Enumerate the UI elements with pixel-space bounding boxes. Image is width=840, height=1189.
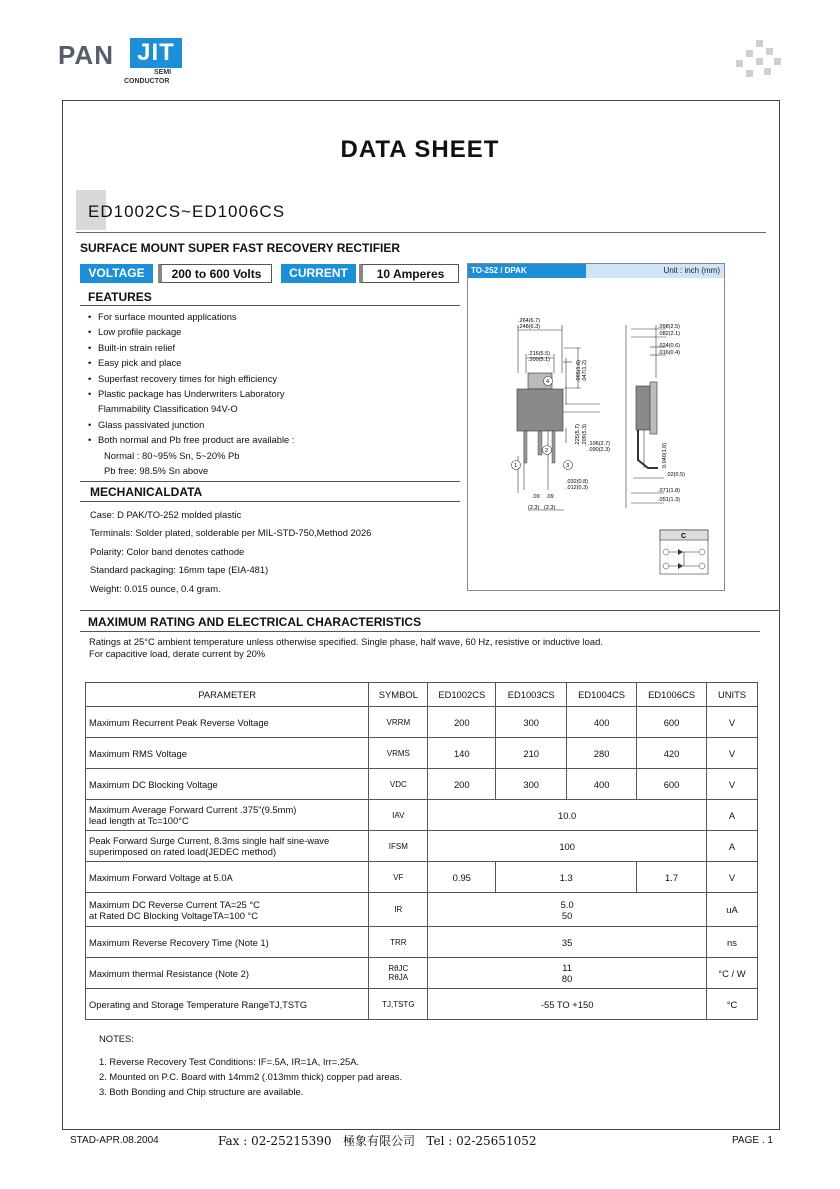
table-row bbox=[86, 958, 758, 989]
table-cell: 35 bbox=[428, 927, 707, 958]
table-cell: V bbox=[707, 707, 758, 738]
dim-label: .02(0.5) bbox=[666, 472, 685, 478]
table-header: UNITS bbox=[707, 683, 758, 707]
ratings-note-line2: For capacitive load, derate current by 20% bbox=[89, 648, 266, 659]
characteristics-table bbox=[85, 682, 758, 1020]
table-cell: 200 bbox=[428, 769, 496, 800]
table-cell: V bbox=[707, 738, 758, 769]
table-cell: 210 bbox=[496, 738, 567, 769]
table-cell: 600 bbox=[637, 769, 707, 800]
feature-item: • Plastic package has Underwriters Laboratory bbox=[88, 386, 294, 401]
dim-label: .248(6.3) bbox=[518, 324, 541, 330]
ratings-divider-top bbox=[80, 610, 780, 611]
table-cell: Maximum RMS Voltage bbox=[86, 738, 369, 769]
dim-label: .09 bbox=[532, 494, 540, 500]
param-line: superimposed on rated load(JEDEC method) bbox=[89, 846, 277, 857]
features-title: FEATURES bbox=[88, 290, 152, 304]
table-row bbox=[86, 831, 758, 862]
feature-item: • Glass passivated junction bbox=[88, 417, 294, 432]
table-cell: 420 bbox=[637, 738, 707, 769]
table-cell: IR bbox=[369, 893, 428, 927]
note-item: 2. Mounted on P.C. Board with 14mm2 (.013mm thick) copper pad areas. bbox=[99, 1071, 403, 1082]
logo-jit: JIT bbox=[130, 38, 182, 68]
table-cell: 280 bbox=[567, 738, 637, 769]
param-line: at Rated DC Blocking VoltageTA=100 °C bbox=[89, 909, 259, 921]
table-cell: V bbox=[707, 769, 758, 800]
footer-page: PAGE . 1 bbox=[732, 1135, 773, 1146]
table-cell: Maximum thermal Resistance (Note 2) bbox=[86, 958, 369, 989]
symbol-line: RθJA bbox=[388, 973, 409, 982]
table-cell: 600 bbox=[637, 707, 707, 738]
mechanical-item: Standard packaging: 16mm tape (EIA-481) bbox=[90, 564, 269, 576]
table-cell bbox=[428, 958, 707, 989]
package-outline-drawing bbox=[468, 278, 724, 590]
table-cell: Maximum Recurrent Peak Reverse Voltage bbox=[86, 707, 369, 738]
feature-item: Normal : 80~95% Sn, 5~20% Pb bbox=[104, 449, 240, 461]
pin-4-label: 4 bbox=[546, 379, 550, 385]
logo-conductor: CONDUCTOR bbox=[124, 78, 170, 85]
dim-label: (2.3) bbox=[528, 505, 540, 511]
ratings-note bbox=[89, 636, 603, 660]
table-cell: 300 bbox=[496, 769, 567, 800]
table-cell: Maximum Reverse Recovery Time (Note 1) bbox=[86, 927, 369, 958]
table-header: SYMBOL bbox=[369, 683, 428, 707]
table-cell: VF bbox=[369, 862, 428, 893]
table-row bbox=[86, 893, 758, 927]
package-name: TO-252 / DPAK bbox=[468, 264, 586, 278]
dim-label: .225(5.7) bbox=[575, 423, 581, 446]
feature-item: • Low profile package bbox=[88, 324, 294, 339]
table-cell: IAV bbox=[369, 800, 428, 831]
ratings-note-line1: Ratings at 25°C ambient temperature unless otherwise specified. Single phase, half wave, 60 Hz, resistive or inductive load. bbox=[89, 636, 603, 647]
product-subtitle: SURFACE MOUNT SUPER FAST RECOVERY RECTIFIER bbox=[80, 241, 401, 255]
table-cell: Operating and Storage Temperature RangeTJ,TSTG bbox=[86, 989, 369, 1020]
table-cell: 200 bbox=[428, 707, 496, 738]
table-cell: 140 bbox=[428, 738, 496, 769]
page-title: DATA SHEET bbox=[340, 136, 500, 163]
package-drawing-box bbox=[467, 263, 725, 591]
table-cell: V bbox=[707, 862, 758, 893]
mechanical-list bbox=[90, 506, 371, 598]
features-list bbox=[88, 309, 294, 478]
note-item: 3. Both Bonding and Chip structure are available. bbox=[99, 1086, 304, 1097]
value-line: 50 bbox=[561, 909, 573, 921]
dim-label: .200(5.1) bbox=[528, 357, 551, 363]
dim-label: .106(2.7) bbox=[588, 441, 611, 447]
param-line: Peak Forward Surge Current, 8.3ms single half sine-wave bbox=[89, 835, 330, 846]
dim-label: .024(0.6) bbox=[658, 343, 681, 349]
feature-item: • Easy pick and place bbox=[88, 355, 294, 370]
part-number: ED1002CS~ED1006CS bbox=[88, 202, 286, 221]
pin-2-label: 2 bbox=[545, 448, 549, 454]
features-divider bbox=[80, 305, 460, 306]
mechanical-item: Case: D PAK/TO-252 molded plastic bbox=[90, 509, 242, 520]
current-label: CURRENT bbox=[281, 264, 356, 283]
param-line: Maximum DC Reverse Current TA=25 °C bbox=[89, 898, 260, 910]
table-header: ED1003CS bbox=[496, 683, 567, 707]
package-unit: Unit : inch (mm) bbox=[663, 266, 720, 275]
ratings-title: MAXIMUM RATING AND ELECTRICAL CHARACTERISTICS bbox=[88, 615, 422, 629]
table-row bbox=[86, 989, 758, 1020]
table-cell bbox=[86, 893, 369, 927]
pin-1-label: 1 bbox=[514, 463, 518, 469]
current-value: 10 Amperes bbox=[359, 264, 459, 283]
value-line: 11 bbox=[562, 962, 573, 973]
dim-label: .071(1.8) bbox=[658, 488, 681, 494]
table-cell: A bbox=[707, 831, 758, 862]
notes-list bbox=[99, 1054, 402, 1099]
param-line: lead length at Tc=100°C bbox=[89, 815, 189, 826]
table-cell: VRRM bbox=[369, 707, 428, 738]
table-cell: TJ,TSTG bbox=[369, 989, 428, 1020]
dim-label: .051(1.3) bbox=[658, 497, 681, 503]
logo-pan: PAN bbox=[58, 40, 114, 70]
package-header bbox=[468, 264, 724, 278]
table-row bbox=[86, 862, 758, 893]
table-cell: 0.95 bbox=[428, 862, 496, 893]
dim-label: .032(0.8) bbox=[566, 479, 589, 485]
dim-label: .047(1.2) bbox=[582, 359, 588, 382]
dim-label: .09 bbox=[546, 494, 554, 500]
logo-semi: SEMI bbox=[154, 69, 172, 76]
mechanical-title: MECHANICALDATA bbox=[90, 485, 203, 499]
dim-label: .082(2.1) bbox=[658, 331, 681, 337]
schematic-label: C bbox=[681, 533, 687, 540]
table-cell: uA bbox=[707, 893, 758, 927]
voltage-label: VOLTAGE bbox=[80, 264, 153, 283]
value-line: 5.0 bbox=[560, 898, 574, 910]
table-row bbox=[86, 738, 758, 769]
table-cell: 10.0 bbox=[428, 800, 707, 831]
mechanical-item: Polarity: Color band denotes cathode bbox=[90, 545, 245, 557]
feature-item: • Built-in strain relief bbox=[88, 340, 294, 355]
feature-item: • For surface mounted applications bbox=[88, 309, 294, 324]
dim-label: .012(0.3) bbox=[566, 485, 589, 491]
table-cell: ns bbox=[707, 927, 758, 958]
symbol-line: RθJC bbox=[388, 964, 409, 973]
table-row bbox=[86, 800, 758, 831]
note-item: 1. Reverse Recovery Test Conditions: IF=.5A, IR=1A, Irr=.25A. bbox=[99, 1056, 360, 1067]
table-cell: 1.3 bbox=[496, 862, 637, 893]
table-cell: TRR bbox=[369, 927, 428, 958]
table-row bbox=[86, 707, 758, 738]
value-line: 80 bbox=[561, 973, 573, 984]
feature-item: • Both normal and Pb free product are available : bbox=[88, 432, 294, 447]
mechanical-item: Weight: 0.015 ounce, 0.4 gram. bbox=[90, 582, 221, 594]
feature-item: • Superfast recovery times for high efficiency bbox=[88, 371, 294, 386]
table-cell bbox=[369, 958, 428, 989]
table-header: ED1002CS bbox=[428, 683, 496, 707]
param-line: Maximum Average Forward Current .375"(9.5mm) bbox=[89, 804, 297, 815]
pin-3-label: 3 bbox=[566, 463, 570, 469]
table-cell: 300 bbox=[496, 707, 567, 738]
dim-label: 0.040(1.0) bbox=[662, 442, 668, 468]
table-cell: 100 bbox=[428, 831, 707, 862]
dim-label: .098(2.5) bbox=[658, 324, 681, 330]
table-header-row bbox=[86, 683, 758, 707]
table-cell: °C bbox=[707, 989, 758, 1020]
table-cell: VRMS bbox=[369, 738, 428, 769]
table-cell: IFSM bbox=[369, 831, 428, 862]
mechanical-divider bbox=[80, 501, 460, 502]
table-cell bbox=[428, 893, 707, 927]
dim-label: .065(1.6) bbox=[576, 359, 582, 382]
feature-item: Pb free: 98.5% Sn above bbox=[104, 465, 209, 477]
table-cell bbox=[86, 831, 369, 862]
panjit-logo bbox=[58, 38, 198, 88]
table-row bbox=[86, 769, 758, 800]
table-header: PARAMETER bbox=[86, 683, 369, 707]
table-cell: -55 TO +150 bbox=[428, 989, 707, 1020]
mechanical-divider-top bbox=[80, 481, 460, 482]
voltage-value: 200 to 600 Volts bbox=[158, 264, 272, 283]
dim-label: .016(0.4) bbox=[658, 350, 681, 356]
dim-label: .090(2.3) bbox=[588, 447, 611, 453]
corner-decoration bbox=[736, 40, 782, 80]
feature-item: Flammability Classification 94V-O bbox=[98, 403, 238, 415]
table-header: ED1006CS bbox=[637, 683, 707, 707]
dim-label: .216(5.5) bbox=[528, 351, 551, 357]
notes-title: NOTES: bbox=[99, 1033, 134, 1044]
mechanical-item: Terminals: Solder plated, solderable per MIL-STD-750,Method 2026 bbox=[90, 527, 372, 539]
table-cell bbox=[86, 800, 369, 831]
dim-label: (2.3) bbox=[544, 505, 556, 511]
divider bbox=[76, 232, 766, 233]
table-cell: Maximum Forward Voltage at 5.0A bbox=[86, 862, 369, 893]
dim-label: .264(6.7) bbox=[518, 318, 541, 324]
dim-label: .209(5.3) bbox=[582, 423, 588, 446]
table-cell: Maximum DC Blocking Voltage bbox=[86, 769, 369, 800]
table-cell: 400 bbox=[567, 707, 637, 738]
table-header: ED1004CS bbox=[567, 683, 637, 707]
table-row bbox=[86, 927, 758, 958]
table-cell: A bbox=[707, 800, 758, 831]
table-cell: °C / W bbox=[707, 958, 758, 989]
table-cell: 1.7 bbox=[637, 862, 707, 893]
footer-date: STAD-APR.08.2004 bbox=[70, 1135, 159, 1146]
table-cell: VDC bbox=[369, 769, 428, 800]
table-cell: 400 bbox=[567, 769, 637, 800]
footer-contact: Fax : 02-25215390 極象有限公司 Tel : 02-25651052 bbox=[218, 1134, 537, 1148]
ratings-divider bbox=[80, 631, 760, 632]
